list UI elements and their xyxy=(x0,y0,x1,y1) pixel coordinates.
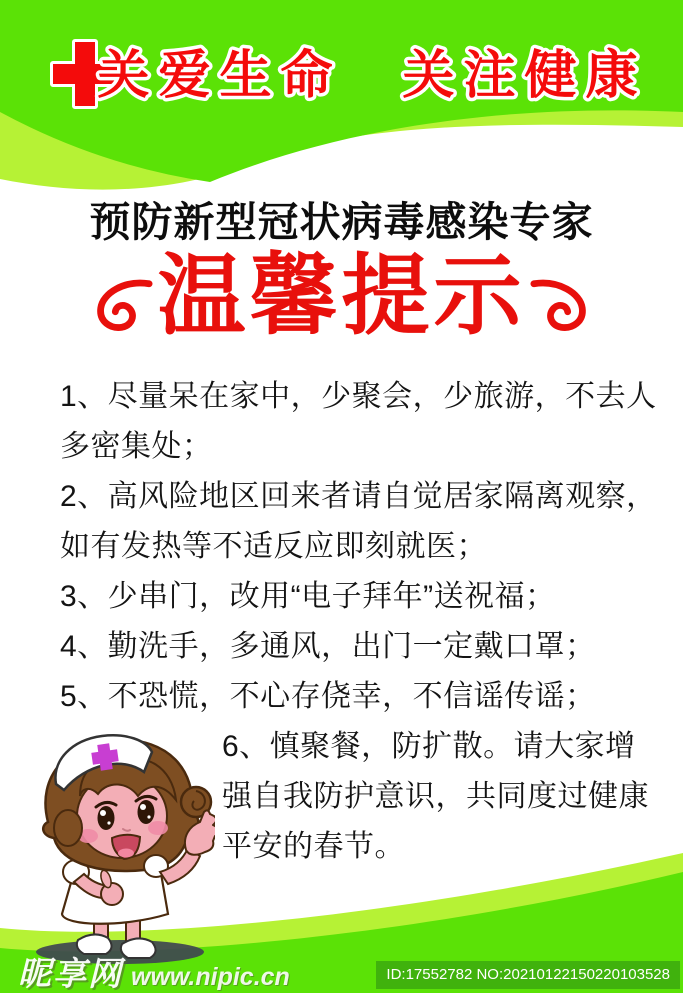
nurse-hair-side xyxy=(54,810,82,846)
tip-line: 如有发热等不适反应即刻就医； xyxy=(60,530,487,563)
watermark xyxy=(18,948,290,993)
nurse-mascot xyxy=(10,726,215,970)
poster-subtitle: 预防新型冠状病毒感染专家 xyxy=(89,199,594,245)
tip-line: 3、少串门，改用“电子拜年”送祝福； xyxy=(60,580,556,613)
tip-line: 平安的春节。 xyxy=(222,830,405,863)
top-banner-waves xyxy=(0,0,683,210)
tip-line: 5、不恐慌，不心存侥幸，不信谣传谣； xyxy=(60,680,596,713)
tip-line: 6、慎聚餐，防扩散。请大家增 xyxy=(222,730,636,763)
watermark-site-name: 昵享网 xyxy=(18,955,123,992)
watermark-site-url: www.nipic.cn xyxy=(131,963,290,991)
main-title-row xyxy=(0,243,683,347)
flourish-right-icon xyxy=(530,277,588,333)
nurse-tongue xyxy=(118,849,134,858)
tip-line: 4、勤洗手，多通风，出门一定戴口罩； xyxy=(60,630,596,663)
tips-list xyxy=(60,372,657,722)
main-title: 温馨提示 xyxy=(157,243,526,347)
tip-line: 强自我防护意识，共同度过健康 xyxy=(222,780,649,813)
flourish-left-icon xyxy=(95,277,153,333)
header-slogan: 关爱生命 关注健康 xyxy=(97,47,647,105)
image-id-badge: ID:17552782 NO:20210122150220103528 xyxy=(376,961,680,989)
tip-line: 2、高风险地区回来者请自觉居家隔离观察， xyxy=(60,480,657,513)
tip-line: 1、尽量呆在家中，少聚会，少旅游，不去人 xyxy=(60,380,657,413)
tip-line: 多密集处； xyxy=(60,430,213,463)
